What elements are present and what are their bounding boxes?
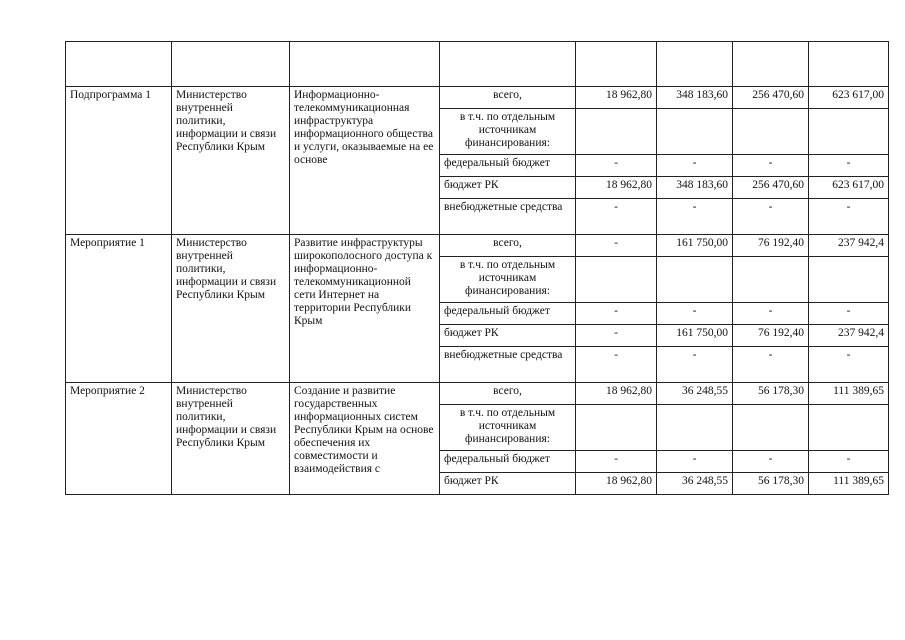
- value-cell: -: [657, 155, 733, 177]
- value-cell: -: [733, 303, 809, 325]
- value-cell: -: [809, 347, 889, 383]
- header-cell: [290, 42, 440, 87]
- value-cell: -: [733, 155, 809, 177]
- source-rk: бюджет РК: [440, 473, 576, 495]
- value-cell: -: [576, 235, 657, 257]
- value-cell: -: [657, 347, 733, 383]
- header-cell: [172, 42, 290, 87]
- header-cell: [66, 42, 172, 87]
- header-row: [66, 42, 889, 87]
- source-total: всего,: [440, 235, 576, 257]
- program-title: Развитие инфраструктуры широкополосного доступа к информационно-телекоммуникационной сети Интернет на территории Республики Крым: [290, 235, 440, 383]
- executor: Министерство внутренней политики, информации и связи Республики Крым: [172, 383, 290, 495]
- header-cell: [576, 42, 657, 87]
- value-cell: 56 178,30: [733, 473, 809, 495]
- value-cell: -: [576, 451, 657, 473]
- value-cell: 76 192,40: [733, 325, 809, 347]
- value-cell: 36 248,55: [657, 383, 733, 405]
- value-cell: -: [576, 199, 657, 235]
- source-incl: в т.ч. по отдельным источникам финансирования:: [440, 257, 576, 303]
- value-cell: 111 389,65: [809, 383, 889, 405]
- header-cell: [809, 42, 889, 87]
- value-cell: 18 962,80: [576, 383, 657, 405]
- program-name: Мероприятие 1: [66, 235, 172, 383]
- financing-table: [65, 41, 889, 495]
- value-cell: -: [576, 347, 657, 383]
- source-incl: в т.ч. по отдельным источникам финансирования:: [440, 109, 576, 155]
- source-total: всего,: [440, 383, 576, 405]
- executor: Министерство внутренней политики, информации и связи Республики Крым: [172, 87, 290, 235]
- program-name: Подпрограмма 1: [66, 87, 172, 235]
- value-cell: -: [809, 155, 889, 177]
- source-offbudget: внебюджетные средства: [440, 199, 576, 235]
- value-cell: 623 617,00: [809, 177, 889, 199]
- value-cell: 76 192,40: [733, 235, 809, 257]
- value-cell: 111 389,65: [809, 473, 889, 495]
- source-rk: бюджет РК: [440, 325, 576, 347]
- value-cell: 348 183,60: [657, 177, 733, 199]
- value-cell: -: [576, 325, 657, 347]
- value-cell: 237 942,4: [809, 325, 889, 347]
- value-cell: 256 470,60: [733, 177, 809, 199]
- value-cell: -: [657, 303, 733, 325]
- source-incl: в т.ч. по отдельным источникам финансирования:: [440, 405, 576, 451]
- value-cell: -: [576, 303, 657, 325]
- program-title: Создание и развитие государственных информационных систем Республики Крым на основе обеспечения их совместимости и взаимодействия с: [290, 383, 440, 495]
- value-cell: 18 962,80: [576, 87, 657, 109]
- value-cell: 18 962,80: [576, 473, 657, 495]
- table-row: [66, 383, 889, 405]
- value-cell: 36 248,55: [657, 473, 733, 495]
- source-federal: федеральный бюджет: [440, 451, 576, 473]
- value-cell: -: [733, 451, 809, 473]
- value-cell: -: [733, 199, 809, 235]
- value-cell: -: [809, 199, 889, 235]
- header-cell: [657, 42, 733, 87]
- value-cell: 348 183,60: [657, 87, 733, 109]
- header-cell: [440, 42, 576, 87]
- source-rk: бюджет РК: [440, 177, 576, 199]
- value-cell: 161 750,00: [657, 235, 733, 257]
- value-cell: -: [733, 347, 809, 383]
- source-total: всего,: [440, 87, 576, 109]
- source-federal: федеральный бюджет: [440, 155, 576, 177]
- value-cell: -: [809, 451, 889, 473]
- source-federal: федеральный бюджет: [440, 303, 576, 325]
- executor: Министерство внутренней политики, информации и связи Республики Крым: [172, 235, 290, 383]
- header-cell: [733, 42, 809, 87]
- value-cell: -: [657, 451, 733, 473]
- value-cell: 237 942,4: [809, 235, 889, 257]
- source-offbudget: внебюджетные средства: [440, 347, 576, 383]
- value-cell: 256 470,60: [733, 87, 809, 109]
- value-cell: 18 962,80: [576, 177, 657, 199]
- table-row: [66, 235, 889, 257]
- value-cell: 623 617,00: [809, 87, 889, 109]
- value-cell: 161 750,00: [657, 325, 733, 347]
- program-title: Информационно-телекоммуникационная инфраструктура информационного общества и услуги, оказываемые на ее основе: [290, 87, 440, 235]
- value-cell: -: [576, 155, 657, 177]
- value-cell: -: [657, 199, 733, 235]
- value-cell: 56 178,30: [733, 383, 809, 405]
- program-name: Мероприятие 2: [66, 383, 172, 495]
- table-row: [66, 87, 889, 109]
- value-cell: -: [809, 303, 889, 325]
